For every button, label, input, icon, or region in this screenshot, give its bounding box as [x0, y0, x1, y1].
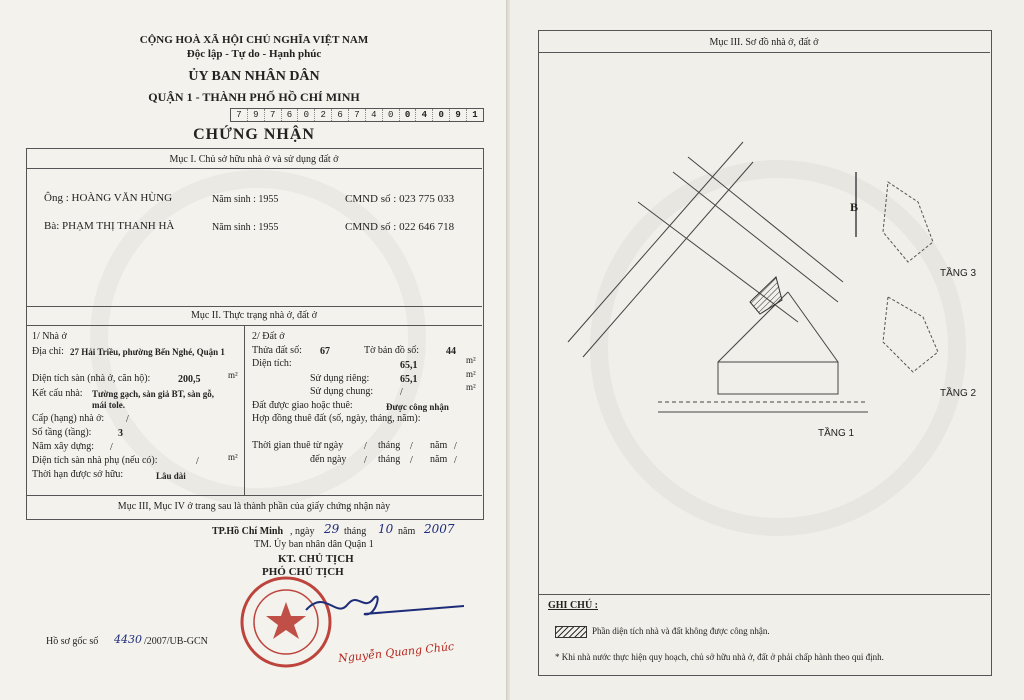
- plot-value: 67: [320, 346, 330, 357]
- back-page-note: Mục III, Mục IV ở trang sau là thành phần của giấy chứng nhận này: [117, 501, 391, 512]
- committee-title: ỦY BAN NHÂN DÂN: [188, 69, 320, 84]
- lease-to-year-slash: /: [454, 455, 457, 466]
- land-area-value: 65,1: [400, 360, 418, 371]
- shared-use-value: /: [400, 387, 403, 398]
- lease-to-month-label: tháng: [378, 454, 401, 465]
- lot-boundary: [788, 292, 838, 362]
- aux-area-value: /: [196, 456, 199, 467]
- map-sheet-value: 44: [446, 346, 456, 357]
- issue-day-label: , ngày: [290, 526, 315, 537]
- on-behalf-of: TM. Ủy ban nhân dân Quận 1: [254, 539, 374, 550]
- floor-area-unit: m²: [228, 370, 238, 380]
- issue-month: 10: [378, 522, 394, 536]
- private-use-label: Sử dụng riêng:: [310, 373, 370, 384]
- lease-to-month-slash: /: [410, 455, 413, 466]
- address-value: 27 Hải Triều, phường Bến Nghé, Quận 1: [70, 347, 225, 357]
- structure-value-line1: Tường gạch, sàn giả BT, sàn gỗ,: [92, 389, 214, 399]
- floor1-label: TẦNG 1: [818, 428, 855, 439]
- floor2-outline: [883, 297, 938, 372]
- lease-to-year-label: năm: [430, 454, 448, 465]
- owner1-birth-year: Năm sinh : 1955: [212, 194, 279, 205]
- floor2-label: TẦNG 2: [940, 388, 977, 399]
- issue-month-label: tháng: [344, 526, 367, 537]
- lease-to-label: đến ngày: [310, 454, 347, 465]
- issue-place: TP.Hồ Chí Minh: [212, 526, 284, 537]
- column-divider: [244, 325, 245, 495]
- owner1-id-number: CMND số : 023 775 033: [345, 193, 455, 205]
- year-built-value: /: [110, 442, 113, 453]
- plot-label: Thửa đất số:: [252, 345, 302, 356]
- hatch-legend-text: Phần diện tích nhà và đất không được công nhận.: [592, 626, 770, 636]
- lease-from-label: Thời gian thuê từ ngày: [252, 440, 344, 451]
- lease-from-month-label: tháng: [378, 440, 401, 451]
- lease-to-slash: /: [364, 455, 367, 466]
- hatched-area: [750, 277, 782, 314]
- floors-value: 3: [118, 428, 123, 439]
- floor-area-value: 200,5: [178, 374, 201, 385]
- divider: [26, 495, 482, 496]
- section3-title: Mục III. Sơ đồ nhà ở, đất ở: [709, 37, 819, 48]
- divider: [26, 325, 482, 326]
- hatch-legend-swatch: [555, 626, 587, 638]
- land-origin-value: Được công nhận: [386, 402, 449, 412]
- house-heading: 1/ Nhà ở: [32, 331, 67, 342]
- grade-value: /: [126, 414, 129, 425]
- street-line: [568, 142, 743, 342]
- planning-footnote: * Khi nhà nước thực hiện quy hoạch, chủ sở hữu nhà ở, đất ở phải chấp hành theo qui định.: [555, 652, 884, 662]
- record-number: 4430: [114, 633, 142, 646]
- issue-year: 2007: [424, 522, 455, 536]
- divider: [26, 306, 482, 307]
- ownership-term-label: Thời hạn được sở hữu:: [32, 469, 124, 480]
- land-heading: 2/ Đất ở: [252, 331, 285, 342]
- lease-from-year-slash: /: [454, 441, 457, 452]
- official-seal: [242, 578, 330, 666]
- map-sheet-label: Tờ bản đồ số:: [364, 345, 420, 356]
- site-plan-diagram: [538, 52, 990, 452]
- lease-contract-label: Hợp đồng thuê đất (số, ngày, tháng, năm):: [252, 413, 421, 424]
- motto: Độc lập - Tự do - Hạnh phúc: [186, 48, 322, 60]
- alley-line: [673, 172, 838, 302]
- street-line: [583, 162, 753, 357]
- aux-area-label: Diện tích sàn nhà phụ (nếu có):: [32, 455, 158, 466]
- lease-from-year-label: năm: [430, 440, 448, 451]
- owner1-name: Ông : HOÀNG VĂN HÙNG: [44, 192, 173, 204]
- shared-use-label: Sử dụng chung:: [310, 386, 374, 397]
- grade-label: Cấp (hạng) nhà ở:: [32, 413, 105, 424]
- district-title: QUẬN 1 - THÀNH PHỐ HỒ CHÍ MINH: [148, 90, 360, 104]
- certificate-front-page: [0, 0, 508, 700]
- owner2-id-number: CMND số : 022 646 718: [345, 221, 455, 233]
- building-outline: [718, 362, 838, 394]
- land-origin-label: Đất được giao hoặc thuê:: [252, 400, 353, 411]
- record-suffix: /2007/UB-GCN: [144, 636, 208, 647]
- owner2-birth-year: Năm sinh : 1955: [212, 222, 279, 233]
- private-use-value: 65,1: [400, 374, 418, 385]
- for-chairman: KT. CHỦ TỊCH: [278, 553, 354, 565]
- lease-from-month-slash: /: [410, 441, 413, 452]
- shared-use-unit: m²: [466, 382, 476, 392]
- land-area-label: Diện tích:: [252, 358, 292, 369]
- address-label: Địa chỉ:: [32, 346, 64, 357]
- owner2-name: Bà: PHẠM THỊ THANH HÀ: [44, 220, 175, 232]
- signer-name: Nguyễn Quang Chúc: [337, 639, 455, 666]
- vice-chairman: PHÓ CHỦ TỊCH: [262, 566, 344, 578]
- lease-from-slash: /: [364, 441, 367, 452]
- aux-area-unit: m²: [228, 452, 238, 462]
- floor3-label: TẦNG 3: [940, 268, 977, 279]
- year-built-label: Năm xây dựng:: [32, 441, 95, 452]
- certificate-back-page: [510, 0, 1024, 700]
- land-area-unit: m²: [466, 355, 476, 365]
- issue-year-label: năm: [398, 526, 416, 537]
- divider: [26, 168, 482, 169]
- north-marker: B: [850, 200, 859, 214]
- certificate-title: CHỨNG NHẬN: [193, 126, 315, 143]
- record-label: Hồ sơ gốc số: [46, 636, 99, 647]
- section2-title: Mục II. Thực trạng nhà ở, đất ở: [190, 310, 318, 321]
- section1-title: Mục I. Chủ sở hữu nhà ở và sử dụng đất ở: [169, 154, 339, 165]
- issue-day: 29: [324, 522, 340, 536]
- alley-line: [688, 157, 843, 282]
- serial-number-boxes: 7 9 7 6 0 2 6 7 4 0 0 4 0 9 1: [230, 108, 484, 122]
- structure-value-line2: mái tole.: [92, 400, 125, 410]
- divider: [538, 594, 990, 595]
- private-use-unit: m²: [466, 369, 476, 379]
- ownership-term-value: Lâu dài: [156, 471, 186, 481]
- floor-area-label: Diện tích sàn (nhà ở, căn hộ):: [32, 373, 151, 384]
- floor3-outline: [883, 182, 933, 262]
- notes-heading: GHI CHÚ :: [548, 600, 598, 611]
- floors-label: Số tầng (tầng):: [32, 427, 92, 438]
- country-title: CỘNG HOÀ XÃ HỘI CHỦ NGHĨA VIỆT NAM: [139, 34, 369, 46]
- structure-label: Kết cấu nhà:: [32, 388, 83, 399]
